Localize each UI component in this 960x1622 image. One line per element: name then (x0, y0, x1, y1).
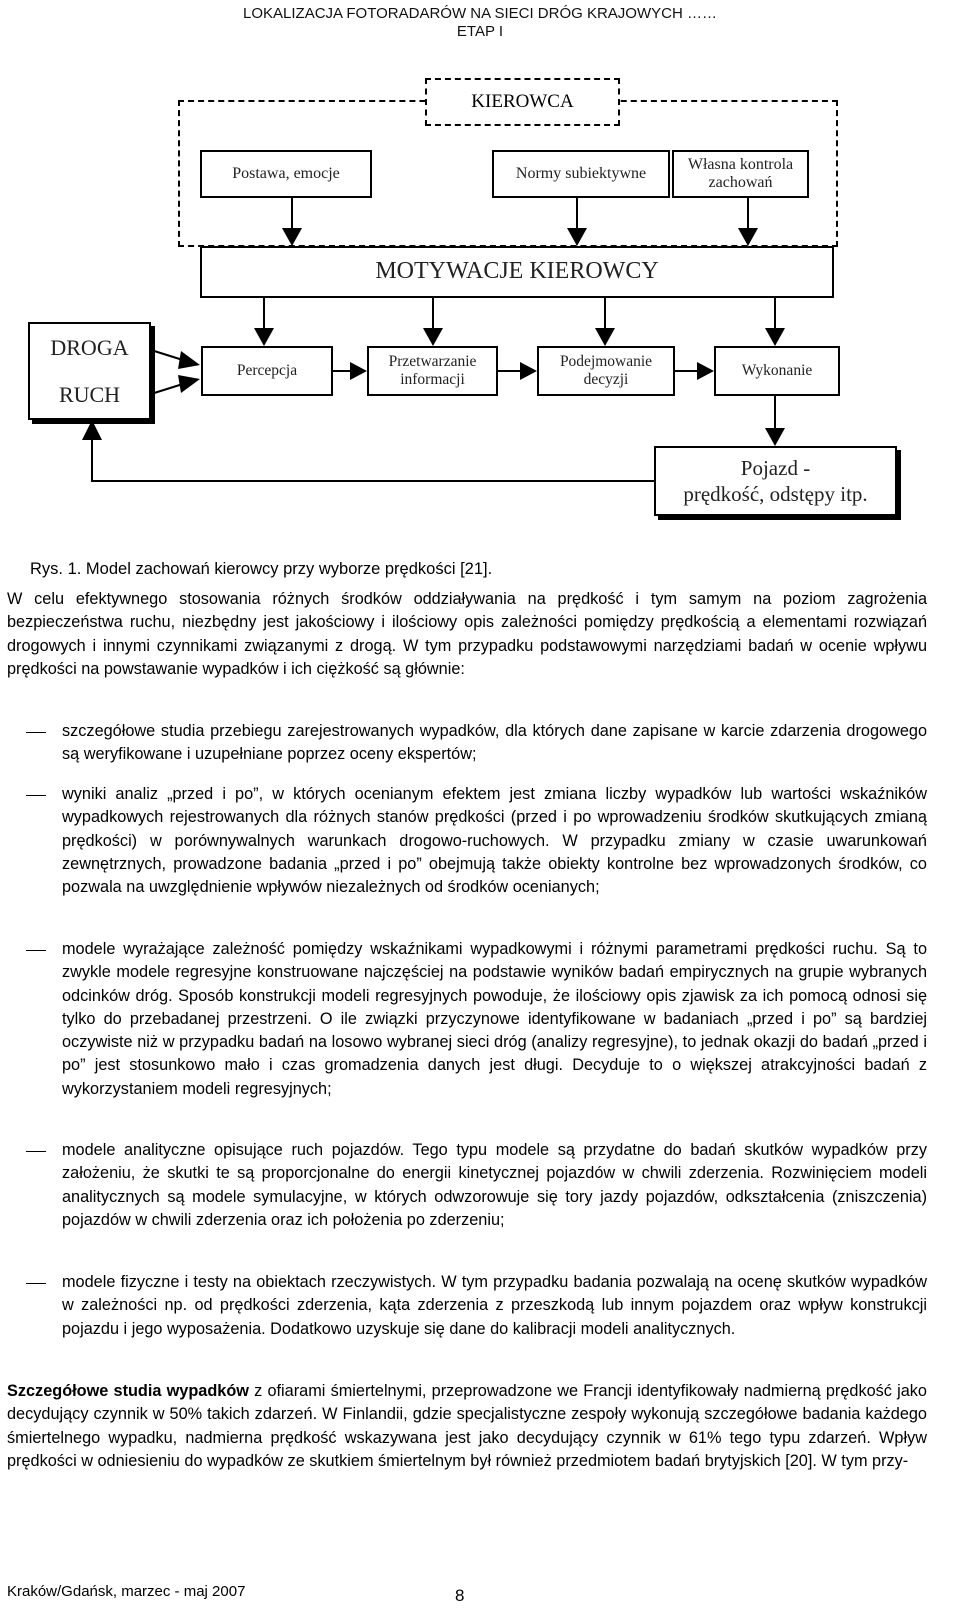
arrowhead-to-percepcja (254, 328, 274, 346)
footer-place-date: Kraków/Gdańsk, marzec - maj 2007 (7, 1583, 246, 1600)
percepcja-label: Percepcja (236, 362, 298, 380)
intro-paragraph: W celu efektywnego stosowania różnych środków oddziaływania na prędkość i tym samym na poziom zagrożenia bezpieczeństwa ruchu, niezbędny jest jakościowy i ilościowy opis zależności pomiędzy prędkością a elementami rozwiązań drogowych i innymi czynnikami związanymi z drogą. W tym przypadku podstawowymi narzędziami badań w ocenie wpływu prędkości na powstawanie wypadków i ich ciężkość są głównie: (7, 590, 927, 678)
kierowca-label: KIEROWCA (471, 91, 574, 112)
normy-label: Normy subiektywne (515, 164, 647, 182)
arrowhead-normy (567, 228, 587, 246)
arrowhead-to-przetwarzanie (423, 328, 443, 346)
running-header-stage: ETAP I (456, 23, 504, 40)
arrowhead-przetw-podej (520, 362, 537, 380)
list-item: modele analityczne opisujące ruch pojazdów. Tego typu modele są przydatne do badań skutków wypadków przy założeniu, że skutki te są proporcjonalne do energii kinetycznej pojazdów w chwili zderzenia. Rozwinięciem modeli analitycznych są modele symulacyjne, w których odwzorowuje się tory jazdy pojazdów, odkształcenia (zniszczenia) pojazdów w chwili zderzenia oraz ich położenia po zderzeniu; (62, 1141, 927, 1229)
list-dash-1 (26, 732, 46, 733)
postawa-label: Postawa, emocje (232, 164, 340, 182)
final-bold-lead: Szczegółowe studia wypadków (7, 1382, 249, 1400)
page-number: 8 (455, 1586, 465, 1605)
arrowhead-wyk-pojazd (765, 428, 785, 446)
final-rest: z ofiarami śmiertelnymi, przeprowadzone we Francji identyfikowały nadmierną prędkość jako decydujący czynnik w 50% takich zdarzeń. W Finlandii, gdzie specjalistyczne zespoły wykonują szczegółowe badania każdego śmiertelnego wypadku, nadmierna prędkość wskazywana jest jako decydujący czynnik w 61% tego typu zdarzeń. Wpływ prędkości w odniesieniu do wypadków ze skutkiem śmiertelnym był również przedmiotem badań brytyjskich [20]. W tym przy- (7, 1382, 927, 1470)
list-dash-2 (26, 795, 46, 796)
przetwarzanie-label-1: Przetwarzanie (388, 353, 477, 371)
arrowhead-to-podejmowanie (595, 328, 615, 346)
arrowhead-podej-wyk (697, 362, 714, 380)
feedback-line (92, 436, 654, 481)
przetwarzanie-label-2: informacji (400, 371, 465, 388)
list-dash-3 (26, 950, 46, 951)
ruch-label: RUCH (58, 382, 121, 407)
diagram-arrows (0, 0, 960, 560)
list-item: wyniki analiz „przed i po”, w których ocenianym efektem jest zmiana liczby wypadków lub wartości wskaźników wypadkowych rejestrowanych dla różnych stanów prędkości (przed i po wprowadzeniu środków skutkujących zmianą prędkości) w porównywalnych warunkach drogowo-ruchowych. W przypadku zmiany w czasie uwarunkowań zewnętrznych, prowadzone badania „przed i po” obejmują także obiekty kontrolne bez wprowadzonych środków, co pozwala na uwzględnienie wpływów niezależnych od środków ocenianych; (62, 785, 927, 897)
final-paragraph (7, 1380, 927, 1473)
wlasna-label-1: Własna kontrola (687, 155, 794, 173)
pojazd-label-2: prędkość, odstępy itp. (683, 482, 868, 506)
arrowhead-droga-percepcja (178, 351, 200, 369)
pojazd-label-1: Pojazd - (740, 455, 811, 480)
list-dash-5 (26, 1283, 46, 1284)
running-header: LOKALIZACJA FOTORADARÓW NA SIECI DRÓG KRAJOWYCH …… (243, 5, 717, 22)
wlasna-label-2: zachowań (708, 174, 773, 191)
wykonanie-label: Wykonanie (741, 362, 813, 380)
figure-caption: Rys. 1. Model zachowań kierowcy przy wyborze prędkości [21]. (30, 560, 493, 578)
motywacje-label: MOTYWACJE KIEROWCY (375, 258, 659, 285)
droga-label: DROGA (50, 334, 129, 360)
list-item: szczegółowe studia przebiegu zarejestrowanych wypadków, dla których dane zapisane w karcie zdarzenia drogowego są weryfikowane i uzupełniane poprzez oceny ekspertów; (62, 722, 927, 764)
podejmowanie-label-2: decyzji (583, 371, 629, 388)
podejmowanie-label-1: Podejmowanie (559, 353, 653, 371)
arrowhead-feedback (82, 420, 102, 440)
arrowhead-perc-przetw (350, 362, 367, 380)
arrowhead-postawa (282, 228, 302, 246)
list-dash-4 (26, 1151, 46, 1152)
arrowhead-to-wykonanie (765, 328, 785, 346)
arrowhead-ruch-percepcja (178, 375, 200, 393)
list-item: modele wyrażające zależność pomiędzy wskaźnikami wypadkowymi i różnymi parametrami prędkości ruchu. Są to zwykle modele regresyjne konstruowane najczęściej na podstawie wyników badań empirycznych na grupie wybranych odcinków dróg. Sposób konstrukcji modeli regresyjnych powoduje, że ilościowy opis zjawisk za ich pomocą odnosi się tylko do przebadanej przestrzeni. O ile związki przyczynowe identyfikowane w badaniach „przed i po” są bardziej oczywiste niż w przypadku badań na losowo wybranej sieci dróg (analizy regresyjne), to jednak okazji do badań „przed i po” jest stosunkowo mało i czas gromadzenia danych jest długi. Decyduje to o większej atrakcyjności badań z wykorzystaniem modeli regresyjnych; (62, 940, 927, 1098)
arrowhead-wlasna (738, 228, 758, 246)
list-item: modele fizyczne i testy na obiektach rzeczywistych. W tym przypadku badania pozwalają na ocenę skutków wypadków w zależności np. od prędkości zderzenia, kąta zderzenia z przeszkodą lub innym pojazdem oraz wpływ konstrukcji pojazdu i jego wyposażenia. Dodatkowo uzyskuje się dane do kalibracji modeli analitycznych. (62, 1273, 927, 1338)
